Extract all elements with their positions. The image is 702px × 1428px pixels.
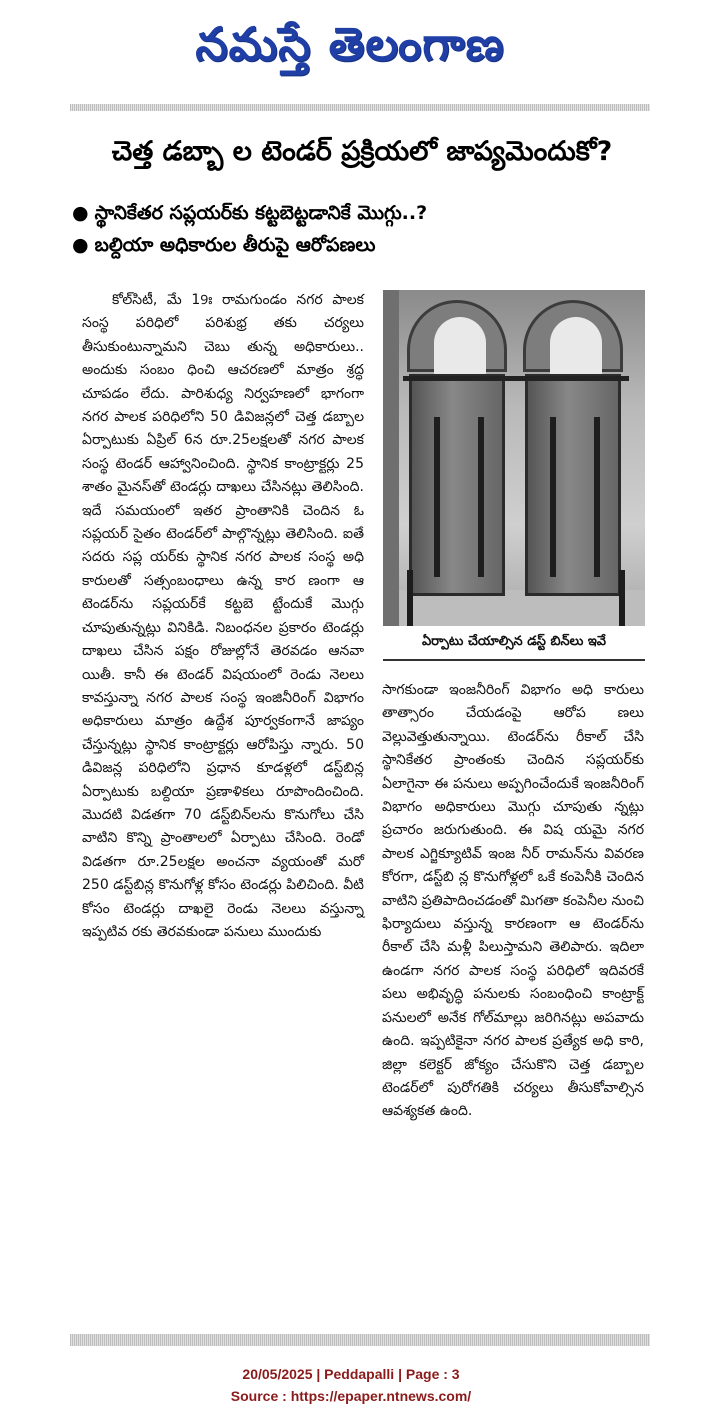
article-right-column: సాగకుండా ఇంజనీరింగ్ విభాగం అధి కారులు తాత్సారం చేయడంపై ఆరోప ణలు వెల్లువెత్తుతున్నాయి. టెండర్‌ను రీకాల్ చేసి స్థానికేతర ప్రాంతంకు చెందిన సప్లయర్‌కు ఏలాగైనా ఈ పనులు అప్పగించేందుకే ఇంజనీరింగ్ విభాగం అధికారులు మొగ్గు చూపుతు న్నట్లు ప్రచారం జరుగుతుంది. ఈ విష యమై నగర పాలక ఎగ్జిక్యూటివ్ ఇంజ నీర్ రామన్‌ను వివరణ కోరగా, డస్ట్‌బి న్ల కొనుగోళ్లలో ఒకే కంపెనీకి చెందిన వాటిని ప్రతిపాదించడంతో మిగతా కంపెనీల నుంచి ఫిర్యాదులు వస్తున్న కారణంగా ఆ టెండర్‌ను రీకాల్ చేసి మళ్లీ పిలుస్తామని తెలిపారు. ఇదిలా ఉండగా నగర పాలక సంస్థ పరిధిలో ఇదివరకే పలు అభివృద్ధి పనులకు సంబంధించి కాంట్రాక్ట్ పనులలో అనేక గోల్‌మాల్లు జరిగినట్లు అపవాదు ఉంది. ఇప్పటికైనా నగర పాలక ప్రత్యేక అధి కారి, జిల్లా కలెక్టర్ జోక్యం చేసుకొని చెత్త డబ్బాల టెండర్‌లో పురోగతికి చర్యలు తీసుకోవాల్సిన ఆవశ్యకత ఉంది. [382, 682, 644, 1120]
source-link[interactable]: Source : https://epaper.ntnews.com/ [230, 1388, 472, 1404]
article-headline: చెత్త డబ్బా ల టెండర్ ప్రక్రియలో జాప్యమెందుకో? [111, 136, 613, 167]
bin-frame-bar [403, 376, 629, 381]
photo-wall [383, 290, 399, 626]
dustbin-right-icon [521, 300, 625, 596]
article-left-column: కోల్‌సిటీ, మే 19ః రామగుండం నగర పాలక సంస్థ పరిధిలో పరిశుభ్ర తకు చర్యలు తీసుకుంటున్నామని చెబు తున్న అధికారులు.. అందుకు సంబం ధించి ఆచరణలో మాత్రం శ్రద్ధ చూపడం లేదు. పారిశుధ్య నిర్వహణలో భాగంగా నగర పాలక పరిధిలోని 50 డివిజన్లలో చెత్త డబ్బాల ఏర్పాటుకు ఏప్రిల్ 6న రూ.25లక్షలతో నగర పాలక సంస్థ టెండర్ ఆహ్వానించింది. స్థానిక కాంట్రాక్టర్లు 25 శాతం మైనస్‌తో టెండర్లు దాఖలు చేసినట్లు తెలిసింది. ఇదే సమయంలో ఇతర ప్రాంతానికి చెందిన ఓ సప్లయర్ సైతం టెండర్‌లో పాల్గొన్నట్లు తెలిసింది. ఐతే సదరు సప్ల యర్‌కు స్థానిక నగర పాలక సంస్థ అధి కారులతో సత్సంబంధాలు ఉన్న కార ణంగా ఆ టెండర్‌ను సప్లయర్‌కే కట్టబె ట్టేందుకే మొగ్గు చూపుతున్నట్లు వినికిడి. నిబంధనల ప్రకారం టెండర్లు దాఖలు చేసిన పక్షం రోజుల్లోనే తెరవడం ఆనవా యితీ. కానీ ఈ టెండర్ విషయంలో రెండు నెలలు కావస్తున్నా నగర పాలక సంస్థ ఇంజినీరింగ్ విభాగం అధికారులు మాత్రం ఉద్దేశ పూర్వకంగానే జాప్యం చేస్తున్నట్లు స్థానిక కాంట్రాక్టర్లు ఆరోపిస్తు న్నారు. 50 డివిజన్ల పరిధిలోని ప్రధాన కూడళ్లలో డస్ట్‌బిన్ల ఏర్పాటుకు బల్దియా ప్రణాళికలు రూపొందించింది. మొదటి విడతగా 70 డస్ట్‌బిన్‌లను కొనుగోలు చేసి వాటిని కొన్ని ప్రాంతాలలో ఏర్పాటు చేసింది. రెండో విడతగా రూ.25లక్షల అంచనా వ్యయంతో మరో 250 డస్ట్‌బిన్ల కొనుగోళ్ల కోసం టెండర్లు పిలిచింది. వీటి కోసం టెండర్లు దాఖలై రెండు నెలలు వస్తున్నా ఇప్పటివ రకు తెరవకుండా పనులు ముందుకు [82, 292, 364, 940]
edition-info: 20/05/2025 | Peddapalli | Page : 3 [242, 1366, 460, 1382]
deck-line-1 [72, 198, 652, 228]
deck-line-2 [72, 230, 652, 260]
dustbin-left-icon [405, 300, 509, 596]
deck-text-1: స్థానికేతర సప్లయర్‌కు కట్టబెట్టడానికే మొగ్గు..? [94, 202, 428, 224]
bin-stand-leg [619, 570, 625, 626]
masthead-divider [70, 104, 650, 111]
bullet-icon: ● [72, 234, 89, 256]
deck-text-2: బల్దియా అధికారుల తీరుపై ఆరోపణలు [94, 234, 376, 256]
photo-caption: ఏర్పాటు చేయాల్సిన డస్ట్ బిన్‌లు ఇవే [421, 634, 607, 649]
dustbin-photo [383, 290, 645, 626]
footer-divider [70, 1334, 650, 1346]
caption-divider [383, 659, 645, 661]
bin-stand-leg [407, 570, 413, 626]
bullet-icon: ● [72, 202, 89, 224]
masthead-title: నమస్తే తెలంగాణ [195, 17, 505, 71]
